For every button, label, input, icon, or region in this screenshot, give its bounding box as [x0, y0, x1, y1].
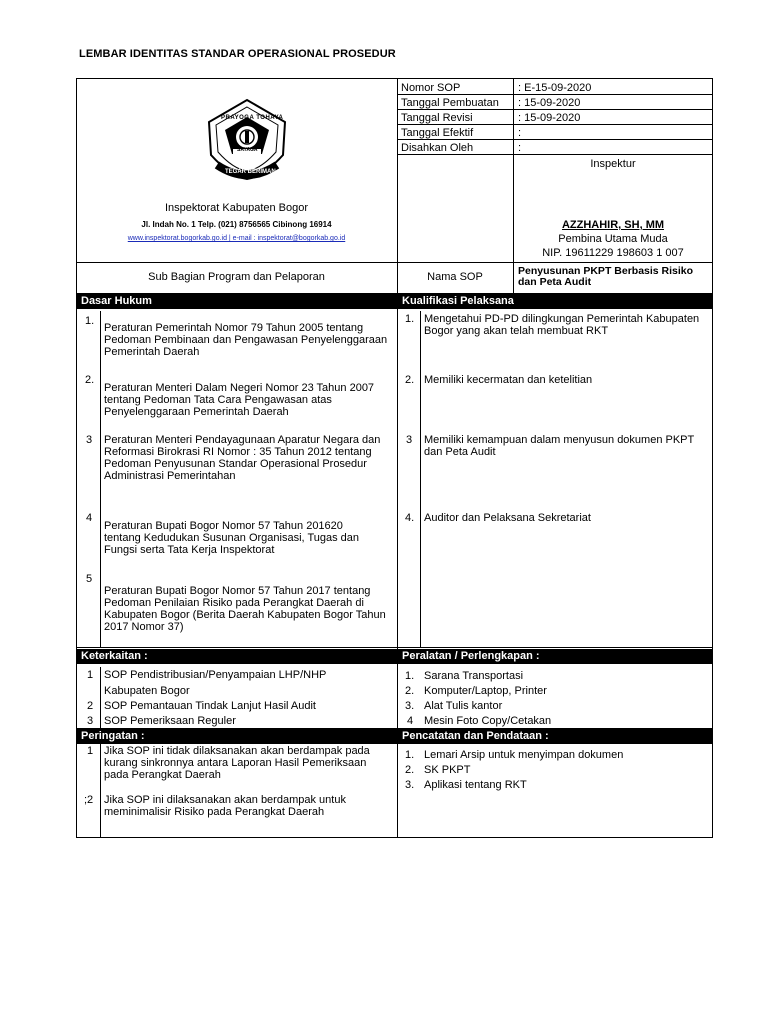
list-item-text: Pemerintah Daerah — [104, 346, 200, 358]
list-item-text: Peraturan Menteri Dalam Negeri Nomor 23 Tahun 2007 — [104, 382, 375, 394]
list-item-number: 3. — [405, 700, 415, 712]
list-item-text: Bogor yang akan telah membuat RKT — [424, 325, 609, 337]
list-item-number: 2 — [87, 700, 94, 712]
list-item-number: 1. — [85, 315, 95, 327]
identity-value-divider — [513, 78, 514, 293]
list-item-text: Lemari Arsip untuk menyimpan dokumen — [424, 749, 624, 761]
list-item-number: ;2 — [84, 794, 94, 806]
list-item-text: Mesin Foto Copy/Cetakan — [424, 715, 552, 727]
column-divider — [397, 78, 398, 838]
row-divider — [76, 647, 713, 648]
identity-value: : — [518, 142, 522, 154]
logo-inner-text: SAYAGA — [237, 147, 258, 153]
keterkaitan-num-divider — [100, 667, 101, 728]
list-item-text: Peraturan Bupati Bogor Nomor 57 Tahun 201620 — [104, 520, 343, 532]
dasar-hukum-header: Dasar Hukum — [77, 294, 397, 309]
list-item-number: 1 — [87, 745, 94, 757]
list-item-text: pada Perangkat Daerah — [104, 769, 221, 781]
signer-nip: NIP. 19611229 198603 1 007 — [542, 247, 684, 259]
peringatan-header: Peringatan : — [77, 729, 397, 744]
org-name: Inspektorat Kabupaten Bogor — [164, 202, 309, 214]
list-item-text: 2017 Nomor 37) — [104, 621, 184, 633]
logo-top-text: PRAYOGA TOHAYA — [221, 115, 284, 121]
list-item-text: SOP Pemeriksaan Reguler — [104, 715, 236, 727]
sop-name-value: Penyusunan PKPT Berbasis Risiko — [518, 265, 694, 277]
list-item-text: Jika SOP ini dilaksanakan akan berdampak untuk — [104, 794, 346, 806]
list-item-number: 1. — [405, 313, 415, 325]
list-item-number: 2. — [405, 685, 415, 697]
list-item-text: Memiliki kemampuan dalam menyusun dokumen PKPT — [424, 434, 695, 446]
list-item-text: Peraturan Bupati Bogor Nomor 57 Tahun 2017 tentang — [104, 585, 371, 597]
keterkaitan-header: Keterkaitan : — [77, 649, 397, 664]
row-divider — [76, 262, 713, 263]
identity-value: : E-15-09-2020 — [518, 82, 592, 94]
list-item-text: Reformasi Birokrasi RI Nomor : 35 Tahun 2012 tentang — [104, 446, 372, 458]
sop-name-value: dan Peta Audit — [518, 276, 592, 288]
list-item-text: SOP Pendistribusian/Penyampaian LHP/NHP — [104, 669, 327, 681]
list-item-text: tentang Pedoman Tata Cara Pengawasan atas — [104, 394, 332, 406]
list-item-text: Pedoman Pembinaan dan Pengawasan Penyelenggaraan — [104, 334, 388, 346]
signer-name: AZZHAHIR, SH, MM — [561, 219, 665, 231]
sub-bagian-label: Sub Bagian Program dan Pelaporan — [148, 271, 325, 283]
document-title: LEMBAR IDENTITAS STANDAR OPERASIONAL PROSEDUR — [79, 48, 396, 60]
row-divider — [397, 124, 713, 125]
list-item-number: 2. — [85, 374, 95, 386]
list-item-text: Kabupaten Bogor — [104, 685, 190, 697]
list-item-number: 1 — [87, 669, 94, 681]
sop-name-label: Nama SOP — [427, 271, 483, 283]
list-item-number: 2. — [405, 374, 415, 386]
list-item-text: Aplikasi tentang RKT — [424, 779, 527, 791]
list-item-text: Alat Tulis kantor — [424, 700, 503, 712]
list-item-number: 4. — [405, 512, 415, 524]
list-item-text: Penyelenggaraan Pemerintah Daerah — [104, 406, 289, 418]
list-item-text: Memiliki kecermatan dan ketelitian — [424, 374, 593, 386]
list-item-text: Jika SOP ini tidak dilaksanakan akan berdampak pada — [104, 745, 370, 757]
list-item-text: kurang sinkronnya antara Laporan Hasil Pemeriksaan — [104, 757, 367, 769]
row-divider — [397, 109, 713, 110]
list-item-text: tentang Kedudukan Susunan Organisasi, Tugas dan — [104, 532, 360, 544]
peralatan-header: Peralatan / Perlengkapan : — [398, 649, 712, 664]
list-item-text: Pedoman Penyusunan Standar Operasional Prosedur — [104, 458, 367, 470]
list-item-text: Auditor dan Pelaksana Sekretariat — [424, 512, 591, 524]
signer-position: Inspektur — [590, 158, 636, 170]
list-item-number: 3 — [86, 434, 93, 446]
list-item-text: Peraturan Pemerintah Nomor 79 Tahun 2005 tentang — [104, 322, 364, 334]
list-item-number: 4 — [86, 512, 93, 524]
list-item-text: Sarana Transportasi — [424, 670, 524, 682]
pencatatan-header: Pencatatan dan Pendataan : — [398, 729, 712, 744]
identity-value: : 15-09-2020 — [518, 97, 581, 109]
identity-label: Tanggal Efektif — [401, 127, 474, 139]
dasar-num-divider — [100, 311, 101, 647]
list-item-text: meminimalisir Risiko pada Perangkat Daerah — [104, 806, 325, 818]
peringatan-num-divider — [100, 744, 101, 838]
org-web-email-link[interactable]: www.inspektorat.bogorkab.go.id | e-mail : inspektorat@bogorkab.go.id — [127, 235, 346, 242]
identity-label: Disahkan Oleh — [401, 142, 474, 154]
list-item-text: SK PKPT — [424, 764, 471, 776]
kualifikasi-header: Kualifikasi Pelaksana — [398, 294, 712, 309]
list-item-number: 3. — [405, 779, 415, 791]
list-item-text: Kabupaten Bogor (Berita Daerah Kabupaten Bogor Tahun — [104, 609, 386, 621]
row-divider — [397, 139, 713, 140]
org-address: Jl. Indah No. 1 Telp. (021) 8756565 Cibinong 16914 — [141, 220, 332, 229]
identity-label: Nomor SOP — [401, 82, 461, 94]
identity-value: : 15-09-2020 — [518, 112, 581, 124]
identity-label: Tanggal Pembuatan — [401, 97, 499, 109]
row-divider — [397, 154, 713, 155]
list-item-text: Komputer/Laptop, Printer — [424, 685, 547, 697]
list-item-text: Fungsi serta Tata Kerja Inspektorat — [104, 544, 275, 556]
list-item-number: 1. — [405, 749, 415, 761]
identity-label: Tanggal Revisi — [401, 112, 473, 124]
list-item-number: 3 — [87, 715, 94, 727]
list-item-text: dan Peta Audit — [424, 446, 496, 458]
identity-value: : — [518, 127, 522, 139]
logo-banner-text: TEGAR BERIMAN — [225, 169, 276, 175]
list-item-number: 4 — [407, 715, 414, 727]
kualifikasi-num-divider — [420, 311, 421, 647]
list-item-text: Mengetahui PD-PD dilingkungan Pemerintah Kabupaten — [424, 313, 700, 325]
signer-rank: Pembina Utama Muda — [558, 233, 668, 245]
list-item-number: 5 — [86, 573, 93, 585]
list-item-number: 2. — [405, 764, 415, 776]
list-item-text: SOP Pemantauan Tindak Lanjut Hasil Audit — [104, 700, 316, 712]
row-divider — [397, 94, 713, 95]
list-item-text: Pedoman Penilaian Risiko pada Perangkat Daerah di — [104, 597, 364, 609]
logo-emblem — [203, 97, 291, 185]
list-item-text: Peraturan Menteri Pendayagunaan Aparatur Negara dan — [104, 434, 381, 446]
list-item-number: 1. — [405, 670, 415, 682]
list-item-number: 3 — [406, 434, 413, 446]
list-item-text: Administrasi Pemerintahan — [104, 470, 236, 482]
